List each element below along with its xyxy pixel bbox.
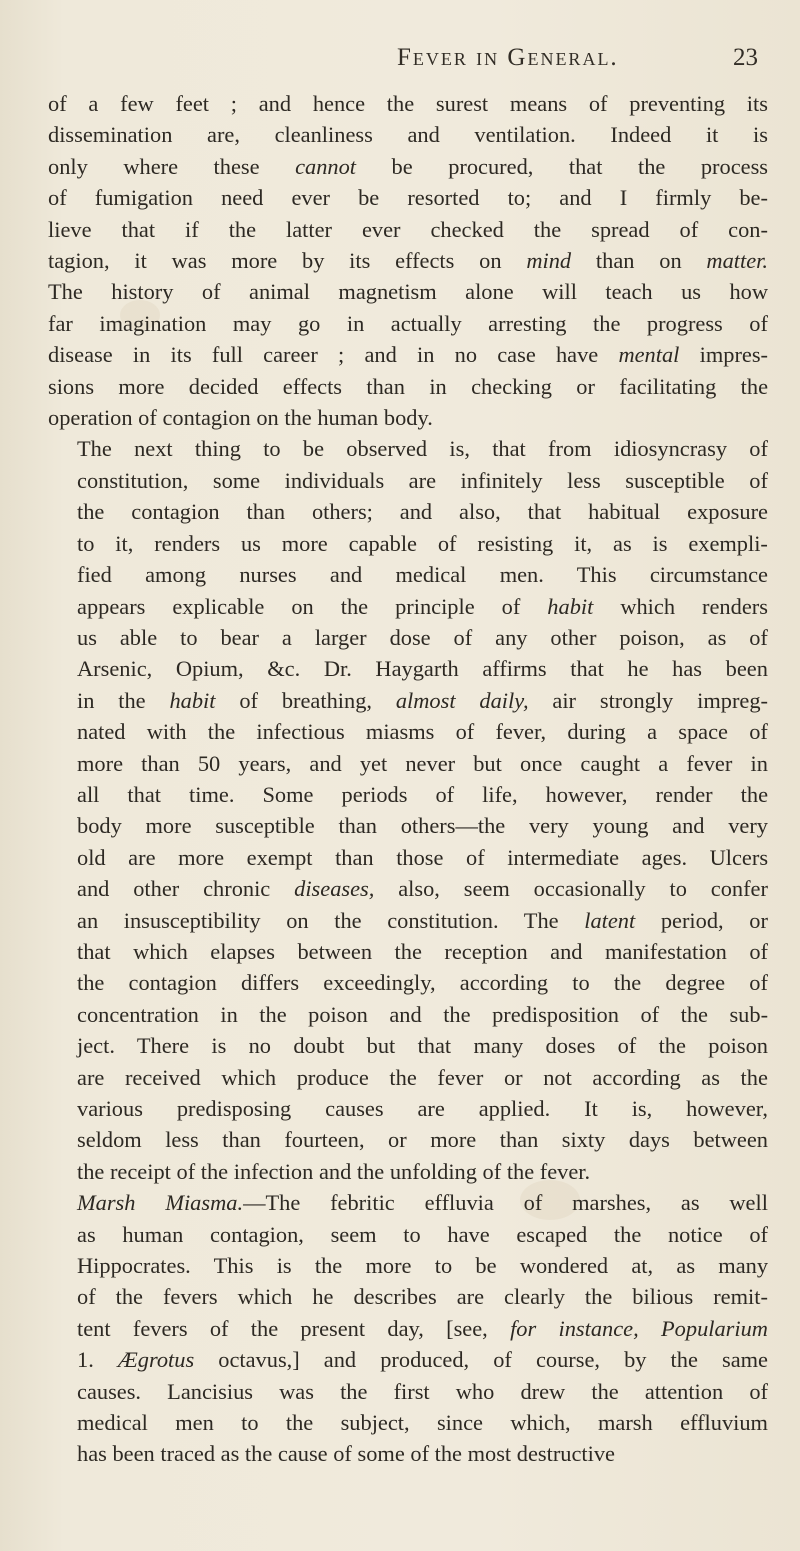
text-line: far imagination may go in actually arresting the progress of <box>48 310 768 336</box>
text-line: tagion, it was more by its effects on mind than on matter. <box>48 248 768 274</box>
text-line: us able to bear a larger dose of any other poison, as of <box>77 624 768 650</box>
text-line: constitution, some individuals are infinitely less susceptible of <box>77 467 768 493</box>
text-line: to it, renders us more capable of resisting it, as is exempli- <box>77 530 768 556</box>
text-line: fied among nurses and medical men. This circumstance <box>77 562 768 588</box>
body-text <box>48 88 768 1470</box>
paragraph <box>48 88 768 433</box>
running-title: Fever in General. <box>397 44 619 71</box>
paragraph <box>48 1187 768 1470</box>
text-line: causes. Lancisius was the first who drew the attention of <box>77 1378 768 1404</box>
text-line: The history of animal magnetism alone will teach us how <box>48 279 769 305</box>
text-line: and other chronic diseases, also, seem occasionally to confer <box>77 876 768 902</box>
text-line: body more susceptible than others—the very young and very <box>77 813 769 839</box>
text-line: old are more exempt than those of intermediate ages. Ulcers <box>77 844 769 870</box>
text-line: are received which produce the fever or not according as the <box>77 1064 768 1090</box>
text-line: of fumigation need ever be resorted to; and I firmly be- <box>48 185 768 211</box>
text-line: as human contagion, seem to have escaped the notice of <box>77 1221 769 1247</box>
text-line: Hippocrates. This is the more to be wondered at, as many <box>77 1253 769 1279</box>
text-line: has been traced as the cause of some of the most destructive <box>77 1441 615 1467</box>
text-line: the contagion than others; and also, that habitual exposure <box>77 499 768 525</box>
text-line: seldom less than fourteen, or more than sixty days between <box>77 1127 768 1153</box>
text-line: only where these cannot be procured, that the process <box>48 153 769 179</box>
text-line: nated with the infectious miasms of fever, during a space of <box>77 719 768 745</box>
text-line: disease in its full career ; and in no case have mental impres- <box>48 342 769 368</box>
text-line: the receipt of the infection and the unfolding of the fever. <box>77 1158 591 1184</box>
text-line: that which elapses between the reception and manifestation of <box>77 938 769 964</box>
text-line: Marsh Miasma.—The febritic effluvia of marshes, as well <box>77 1190 768 1216</box>
text-line: sions more decided effects than in checking or facilitating the <box>48 373 769 399</box>
text-line: various predisposing causes are applied. It is, however, <box>77 1096 768 1121</box>
text-line: The next thing to be observed is, that from idiosyncrasy of <box>77 436 768 462</box>
text-line: lieve that if the latter ever checked the spread of con- <box>48 216 768 242</box>
page-number: 23 <box>733 44 758 71</box>
text-line: of a few feet ; and hence the surest means of preventing its <box>48 91 768 116</box>
text-line: dissemination are, cleanliness and ventilation. Indeed it is <box>48 122 768 148</box>
text-line: appears explicable on the principle of habit which renders <box>77 593 768 619</box>
text-line: operation of contagion on the human body. <box>48 405 433 431</box>
text-line: medical men to the subject, since which, marsh effluvium <box>77 1410 768 1436</box>
text-line: the contagion differs exceedingly, according to the degree of <box>77 970 768 996</box>
text-line: more than 50 years, and yet never but once caught a fever in <box>77 750 768 776</box>
text-line: tent fevers of the present day, [see, for instance, Popularium <box>77 1315 768 1341</box>
text-line: all that time. Some periods of life, however, render the <box>77 781 769 807</box>
text-line: of the fevers which he describes are clearly the bilious remit- <box>77 1284 768 1310</box>
paragraph <box>48 433 768 1187</box>
text-line: concentration in the poison and the predisposition of the sub- <box>77 1001 769 1027</box>
text-line: 1. Ægrotus octavus,] and produced, of course, by the same <box>77 1347 768 1373</box>
text-line: Arsenic, Opium, &c. Dr. Haygarth affirms that he has been <box>77 656 768 682</box>
text-line: ject. There is no doubt but that many doses of the poison <box>77 1033 768 1059</box>
text-line: in the habit of breathing, almost daily, air strongly impreg- <box>77 687 768 713</box>
text-line: an insusceptibility on the constitution. The latent period, or <box>77 907 768 933</box>
